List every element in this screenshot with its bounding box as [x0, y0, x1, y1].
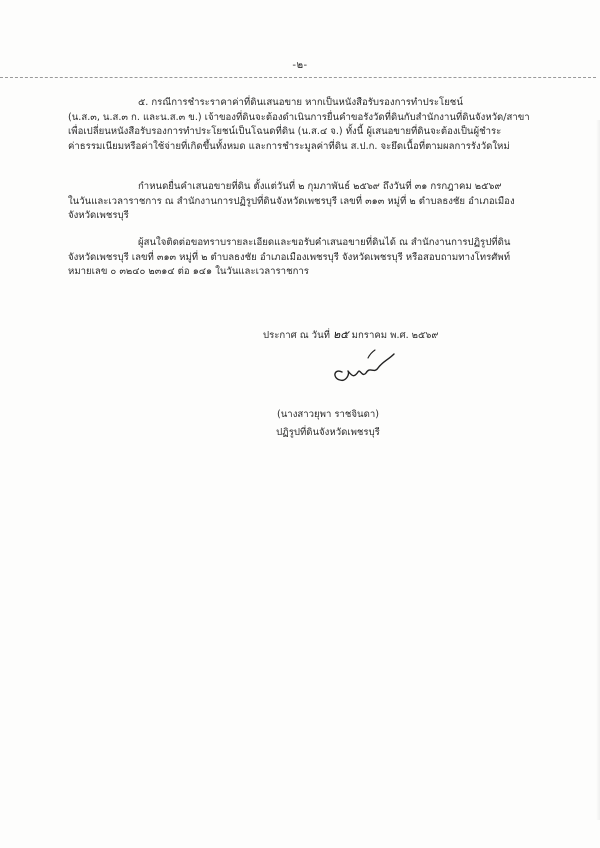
- page-number: -๒-: [292, 60, 308, 71]
- header-divider: [0, 77, 596, 78]
- announcement-date: [263, 325, 438, 343]
- paragraph-line: ค่าธรรมเนียมหรือค่าใช้จ่ายที่เกิดขึ้นทั้งหมด และการชำระมูลค่าที่ดิน ส.ป.ก. จะยึดเนื้อที่ตามผลการรังวัดใหม่: [68, 140, 510, 152]
- paragraph-land-payment-condition: [68, 96, 546, 154]
- signatory-title: ปฏิรูปที่ดินจังหวัดเพชรบุรี: [276, 427, 380, 438]
- paragraph-line: จังหวัดเพชรบุรี: [68, 210, 129, 222]
- paragraph-line: เพื่อเปลี่ยนหนังสือรับรองการทำประโยชน์เป็นโฉนดที่ดิน (น.ส.๔ จ.) ทั้งนี้ ผู้เสนอขายที่ดินจะต้องเป็นผู้ชำระ: [68, 126, 502, 138]
- paragraph-line: กำหนดยื่นคำเสนอขายที่ดิน ตั้งแต่วันที่ ๒ กุมภาพันธ์ ๒๕๖๙ ถึงวันที่ ๓๑ กรกฎาคม ๒๕๖๙: [138, 181, 502, 192]
- signatory-name: (นางสาวยุพา ราชจินดา): [277, 409, 379, 420]
- paragraph-line: ผู้สนใจติดต่อขอทราบรายละเอียดและขอรับคำเสนอขายที่ดินได้ ณ สำนักงานการปฏิรูปที่ดิน: [138, 237, 511, 248]
- handwritten-signature: [328, 344, 402, 392]
- paragraph-line: (น.ส.๓, น.ส.๓ ก. และน.ส.๓ ข.) เจ้าของที่ดินจะต้องดำเนินการยื่นคำขอรังวัดที่ดินกับสำนักงานที่ดินจังหวัด/สาขา: [68, 111, 530, 123]
- paragraph-line: ๕. กรณีการชำระราคาค่าที่ดินเสนอขาย หากเป็นหนังสือรับรองการทำประโยชน์: [138, 97, 463, 108]
- paragraph-line: ในวันและเวลาราชการ ณ สำนักงานการปฏิรูปที่ดินจังหวัดเพชรบุรี เลขที่ ๓๑๓ หมู่ที่ ๒ ตำบลธงชัย อำเภอเมือง: [68, 195, 515, 207]
- announcement-suffix: มกราคม พ.ศ. ๒๕๖๙: [351, 330, 439, 341]
- paragraph-contact-info: [68, 236, 546, 280]
- scan-edge-shadow: [596, 120, 600, 820]
- paragraph-submission-period: [68, 180, 546, 224]
- announcement-prefix: ประกาศ ณ วันที่: [263, 330, 330, 341]
- paragraph-line: จังหวัดเพชรบุรี เลขที่ ๓๑๓ หมู่ที่ ๒ ตำบลธงชัย อำเภอเมืองเพชรบุรี จังหวัดเพชรบุรี หรือสอบถามทางโทรศัพท์: [68, 251, 511, 263]
- paragraph-line: หมายเลข ๐ ๓๒๔๐ ๒๓๑๔ ต่อ ๑๔๑ ในวันและเวลาราชการ: [68, 266, 309, 278]
- announcement-day: ๒๕: [333, 328, 349, 341]
